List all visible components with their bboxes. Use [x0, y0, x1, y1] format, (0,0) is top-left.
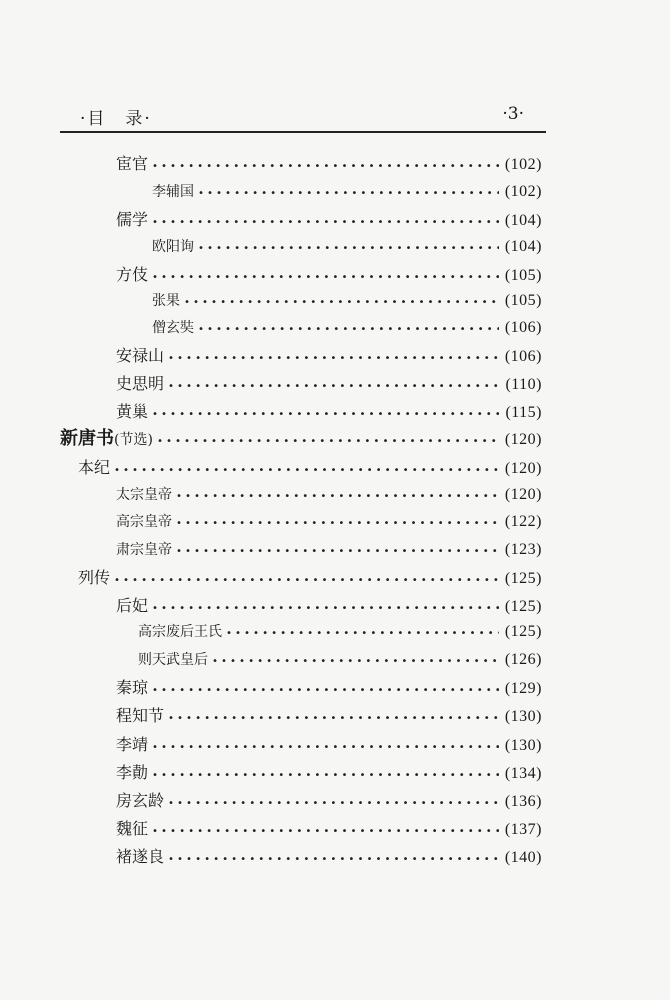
toc-entry-page: (102) [504, 156, 542, 173]
toc-entry[interactable] [152, 234, 542, 260]
toc-entry-page: (123) [504, 541, 542, 558]
toc-entry-label: 本纪 [78, 458, 111, 477]
dot-leader [152, 763, 499, 789]
dot-leader [152, 819, 499, 845]
dot-leader [152, 210, 499, 236]
dot-leader [152, 735, 499, 761]
dot-leader [168, 791, 499, 817]
toc-entry-page: (105) [504, 267, 542, 284]
toc-section-entry[interactable] [60, 426, 542, 452]
toc-entry-label: 欧阳询 [152, 239, 194, 255]
dot-leader [114, 458, 499, 484]
toc-entry[interactable] [116, 371, 542, 397]
toc-entry[interactable] [116, 151, 542, 177]
page-header [60, 102, 546, 132]
toc-entry-label: 程知节 [116, 706, 165, 725]
toc-entry[interactable] [78, 455, 542, 481]
toc-entry-page: (102) [504, 183, 542, 200]
dot-leader [168, 847, 499, 873]
toc-entry-page: (120) [504, 486, 542, 503]
toc-entry[interactable] [152, 315, 542, 341]
toc-entry[interactable] [138, 619, 542, 645]
header-rule [60, 131, 546, 133]
toc-entry-label: 列传 [78, 568, 111, 587]
dot-leader [152, 154, 499, 180]
toc-entry-label: 僧玄奘 [152, 320, 194, 336]
dot-leader [198, 317, 499, 343]
toc-entry-label: 魏征 [116, 819, 149, 838]
toc-entry[interactable] [116, 732, 542, 758]
running-title: ·目 录· [80, 109, 152, 129]
dot-leader [176, 539, 499, 565]
toc-entry-page: (134) [504, 765, 542, 782]
toc-entry-page: (140) [504, 849, 542, 866]
toc-entry-label: 安禄山 [116, 346, 165, 365]
toc-entry[interactable] [116, 844, 542, 870]
toc-entry-label: 黄巢 [116, 402, 149, 421]
toc-entry-page: (115) [505, 404, 542, 421]
toc-entry-page: (130) [504, 737, 542, 754]
toc-entry[interactable] [116, 262, 542, 288]
toc-entry-label: 肃宗皇帝 [116, 542, 172, 558]
toc-entry[interactable] [116, 207, 542, 233]
dot-leader [176, 511, 499, 537]
toc-entry-page: (129) [504, 680, 542, 697]
toc-entry[interactable] [138, 647, 542, 673]
toc-entry-label: 房玄龄 [116, 791, 165, 810]
toc-entry-page: (106) [504, 319, 542, 336]
toc-entry-page: (125) [504, 570, 542, 587]
toc-entry-page: (110) [505, 376, 542, 393]
toc-section-label: 新唐书 [60, 428, 114, 449]
toc-entry-page: (130) [504, 708, 542, 725]
toc-entry-page: (105) [504, 292, 542, 309]
toc-entry-label: 褚遂良 [116, 847, 165, 866]
toc-entry-label: 史思明 [116, 374, 165, 393]
toc-entry[interactable] [116, 675, 542, 701]
toc-entry-page: (125) [504, 598, 542, 615]
toc-entry-label: 则天武皇后 [138, 652, 208, 668]
toc-entry-page: (126) [504, 651, 542, 668]
toc-section-note: (节选) [114, 432, 153, 448]
toc-entry[interactable] [116, 343, 542, 369]
toc-entry-label: 后妃 [116, 596, 149, 615]
dot-leader [198, 181, 499, 207]
dot-leader [152, 678, 499, 704]
toc-entry-page: (104) [504, 212, 542, 229]
dot-leader [157, 429, 499, 455]
toc-entry-label: 高宗皇帝 [116, 514, 172, 530]
dot-leader [212, 649, 499, 675]
toc-entry[interactable] [116, 816, 542, 842]
toc-entry-label: 李辅国 [152, 184, 194, 200]
toc-entry-label: 李靖 [116, 735, 149, 754]
dot-leader [176, 484, 499, 510]
toc-entry-page: (104) [504, 238, 542, 255]
toc-entry[interactable] [116, 703, 542, 729]
toc-entry[interactable] [116, 509, 542, 535]
toc-entry[interactable] [116, 760, 542, 786]
toc-entry[interactable] [152, 288, 542, 314]
toc-entry-page: (120) [504, 431, 542, 448]
toc-entry-page: (136) [504, 793, 542, 810]
toc-entry[interactable] [116, 399, 542, 425]
toc-entry[interactable] [116, 788, 542, 814]
toc-entry-label: 李勣 [116, 763, 149, 782]
toc-entry-label: 太宗皇帝 [116, 487, 172, 503]
dot-leader [184, 290, 499, 316]
toc-entry-page: (120) [504, 460, 542, 477]
dot-leader [152, 402, 499, 428]
dot-leader [114, 568, 499, 594]
toc-entry-label: 儒学 [116, 210, 149, 229]
page-number: ·3· [502, 104, 524, 124]
toc-entry[interactable] [116, 482, 542, 508]
toc-entry-page: (106) [504, 348, 542, 365]
dot-leader [168, 374, 499, 400]
dot-leader [198, 236, 499, 262]
dot-leader [168, 346, 499, 372]
toc-entry-label: 高宗废后王氏 [138, 624, 222, 640]
toc-entry[interactable] [116, 593, 542, 619]
dot-leader [226, 621, 499, 647]
toc-entry-label: 张果 [152, 293, 180, 309]
toc-entry-page: (137) [504, 821, 542, 838]
toc-entry-label: 方伎 [116, 265, 149, 284]
toc-entry-page: (125) [504, 623, 542, 640]
dot-leader [168, 706, 499, 732]
toc-entry[interactable] [116, 537, 542, 563]
toc-entry[interactable] [152, 179, 542, 205]
toc-entry-label: 宦官 [116, 154, 149, 173]
toc-entry[interactable] [78, 565, 542, 591]
toc-entry-label: 秦琼 [116, 678, 149, 697]
toc-entry-page: (122) [504, 513, 542, 530]
